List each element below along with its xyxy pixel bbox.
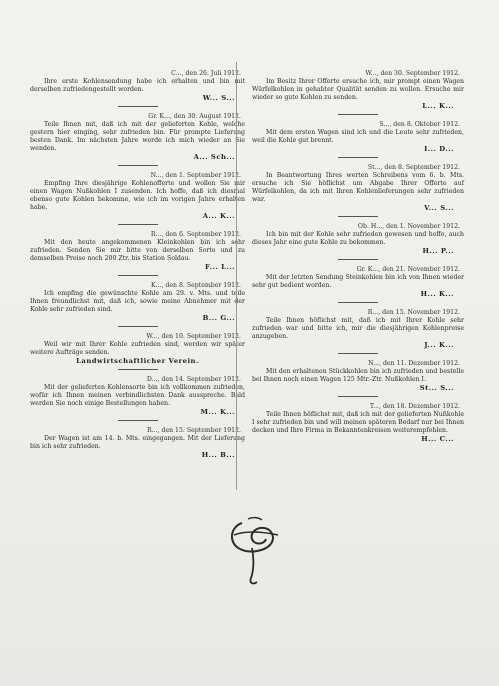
entry-rule — [338, 157, 378, 158]
entry-date: N..., den 1. September 1912. — [150, 172, 241, 179]
entry-date: T..., den 18. Dezember 1912. — [369, 403, 460, 410]
testimonial-entry — [252, 121, 464, 158]
entry-text: Mit der letzten Sendung Steinkohlen bin ich von Ihnen wieder sehr gut bedient worden. — [252, 274, 464, 289]
entry-signature: H... B... — [201, 451, 235, 459]
entry-rule — [338, 396, 378, 397]
ornament-stem-icon — [242, 546, 272, 586]
entry-date: N..., den 11. Dezember 1912. — [368, 360, 460, 367]
entry-signature: V... S... — [424, 204, 454, 212]
entry-text: Der Wagen ist am 14. b. Mts. eingegangen. Mit der Lieferung bin ich sehr zufrieden. — [30, 435, 245, 450]
entry-date: R..., den 15. November 1912. — [367, 309, 460, 316]
entry-rule — [118, 224, 158, 225]
entry-text: Ich empfing die gewünschte Kohle am 29. v. Mts. und teile Ihnen freundlichst mit, daß ich, sowie meine Abnehmer mit der Kohle sehr zufrieden sind. — [30, 290, 245, 313]
entry-date: D..., den 14. September 1912. — [146, 376, 241, 383]
testimonial-entry — [252, 360, 464, 397]
entry-date: St..., den 8. September 1912. — [367, 164, 460, 171]
entry-signature: Landwirtschaftlicher Verein. — [76, 357, 199, 365]
entry-rule — [118, 165, 158, 166]
entry-signature: B... G... — [202, 314, 235, 322]
testimonial-entry — [30, 376, 245, 421]
entry-text: Mit den heute angekommenen Kleinkohlen bin ich sehr zufrieden. Senden Sie mir bitte von derselben Sorte und zu demselben Preise noch 200 Ztr. bis Station Soldau. — [30, 239, 245, 262]
entry-signature: H... P... — [422, 247, 454, 255]
entry-date: W..., den 30. September 1912. — [365, 70, 460, 77]
entry-text: Weil wir mit Ihrer Kohle zufrieden sind, werden wir später weitere Aufträge senden. — [30, 341, 245, 356]
entry-text: Empfing Ihre diesjährige Kohlenofferte und wollen Sie mir einen Wagen Nußkohlen I zusenden. Ich hoffe, daß ich diesmal ebenso gute Kohlen bekomme, wie ich im vorigen Jahre erhalten habe. — [30, 180, 245, 211]
entry-rule — [118, 106, 158, 107]
testimonial-entry — [30, 333, 245, 370]
entry-signature: H... K... — [420, 290, 454, 298]
entry-rule — [338, 259, 378, 260]
testimonial-entry — [252, 70, 464, 115]
entry-signature: St... S... — [419, 384, 454, 392]
testimonial-entry — [252, 266, 464, 303]
entry-rule — [118, 369, 158, 370]
testimonial-entry — [30, 70, 245, 107]
entry-signature: H... C... — [421, 435, 454, 443]
entry-date: W..., den 10. September 1912. — [146, 333, 241, 340]
entry-date: R..., den 15. September 1912. — [146, 427, 241, 434]
entry-text: Mit den erhaltenen Stückkohlen bin ich zufrieden und bestelle bei Ihnen noch einen Wagen 125 Mtr.-Ztr. Nußkohlen I. — [252, 368, 464, 383]
entry-date: Gr. K..., den 21. November 1912. — [356, 266, 460, 273]
entry-date: Gr. K..., den 30. August 1912. — [148, 113, 241, 120]
testimonial-entry — [252, 403, 464, 444]
entry-date: R..., den 6. September 1912. — [150, 231, 241, 238]
right-column — [252, 70, 464, 450]
entry-rule — [338, 114, 378, 115]
entry-date: Ob. H..., den 1. November 1912. — [357, 223, 460, 230]
entry-signature: L... K... — [422, 102, 454, 110]
entry-text: Teile Ihnen mit, daß ich mit der gelieferten Kohle, welche gestern hier einging, sehr zufrieden bin. Für prompte Lieferung besten Dank. Im nächsten Jahre werde ich mich wieder an Sie wenden. — [30, 121, 245, 152]
entry-rule — [118, 275, 158, 276]
column-divider — [236, 62, 237, 490]
entry-signature: J... K... — [424, 341, 454, 349]
entry-signature: A... K... — [202, 212, 235, 220]
entry-text: Mit der gelieferten Kohlensorte bin ich vollkommen zufrieden, wofür ich Ihnen meinen verbindlichsten Dank ausspreche. Bald werden Sie noch einige Bestellungen haben. — [30, 384, 245, 407]
entry-rule — [118, 420, 158, 421]
entry-text: Teile Ihnen höflichst mit, daß ich mit der gelieferten Nußkohle I sehr zufrieden bin und will meinen späteren Bedarf nur bei Ihnen decken und Ihre Firma in Bekanntenkreisen weiterempfehlen. — [252, 411, 464, 434]
entry-date: S..., den 8. Oktober 1912. — [379, 121, 460, 128]
entry-signature: F... L... — [205, 263, 235, 271]
entry-signature: M... K... — [200, 408, 235, 416]
entry-signature: A... Sch... — [193, 153, 235, 161]
entry-text: In Beantwortung Ihres werten Schreibens vom 6. b. Mts. ersuche ich Sie höflichst um Abgabe Ihrer Offerte auf Würfelkohlen, da ich mit Ihren Kohlenlieferungen sehr zufrieden war. — [252, 172, 464, 203]
testimonial-entry — [30, 172, 245, 225]
testimonial-entry — [30, 427, 245, 460]
entry-text: Teile Ihnen höflichst mit, daß ich mit Ihrer Kohle sehr zufrieden war und bitte ich, mir die diesjährigen Kohlenpreise anzugeben. — [252, 317, 464, 340]
testimonial-entry — [252, 223, 464, 260]
entry-text: Im Besitz Ihrer Offerte ersuche ich, mir prompt einen Wagen Würfelkohlen in gehabter Qualität senden zu wollen. Ersuche mir wieder so gute Kohlen zu senden. — [252, 78, 464, 101]
entry-text: Ihre erste Kohlensendung habe ich erhalten und bin mit derselben zufriedengestellt worden. — [30, 78, 245, 93]
testimonial-entry — [30, 231, 245, 276]
testimonial-entry — [252, 309, 464, 354]
entry-rule — [338, 353, 378, 354]
entry-date: K..., den 8. September 1912. — [150, 282, 241, 289]
left-column — [30, 70, 245, 466]
testimonial-entry — [30, 282, 245, 327]
entry-signature: I... D... — [424, 145, 454, 153]
entry-text: Ich bin mit der Kohle sehr zufrieden gewesen und hoffe, auch dieses Jahr eine gute Kohle zu bekommen. — [252, 231, 464, 246]
testimonial-entry — [30, 113, 245, 166]
entry-signature: W... S... — [202, 94, 235, 102]
entry-rule — [118, 326, 158, 327]
entry-text: Mit dem ersten Wagen sind ich und die Leute sehr zufrieden, weil die Kohle gut brennt. — [252, 129, 464, 144]
entry-rule — [338, 216, 378, 217]
entry-date: C..., den 26. Juli 1912. — [171, 70, 241, 77]
testimonial-entry — [252, 164, 464, 217]
entry-rule — [338, 302, 378, 303]
bleed-through-ghost-text — [200, 18, 490, 43]
